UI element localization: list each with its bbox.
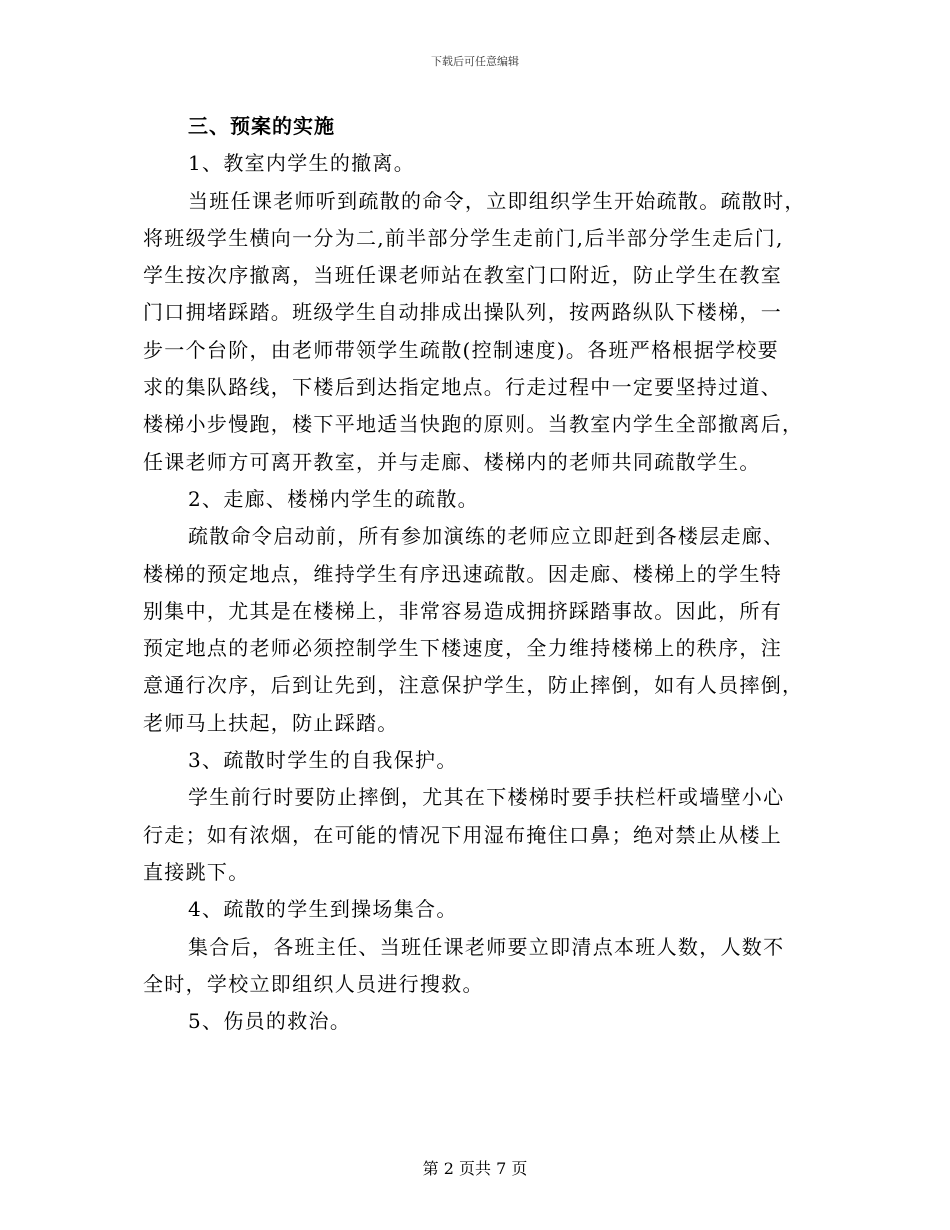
paragraph-line: 老师马上扶起，防止踩踏。 <box>143 710 399 735</box>
paragraph-line: 疏散命令启动前，所有参加演练的老师应立即赶到各楼层走廊、 <box>188 524 785 549</box>
page-header: 下载后可任意编辑 <box>431 55 519 68</box>
paragraph-line: 直接跳下。 <box>143 859 250 884</box>
paragraph-line: 别集中，尤其是在楼梯上，非常容易造成拥挤踩踏事故。因此，所有 <box>143 598 782 623</box>
paragraph-line: 任课老师方可离开教室，并与走廊、楼梯内的老师共同疏散学生。 <box>143 449 761 474</box>
paragraph-line: 学生按次序撤离，当班任课老师站在教室门口附近，防止学生在教室 <box>143 263 782 288</box>
subsection-1-title: 1、教室内学生的撤离。 <box>188 151 416 176</box>
paragraph-line: 楼梯的预定地点，维持学生有序迅速疏散。因走廊、楼梯上的学生特 <box>143 561 782 586</box>
document-body <box>143 108 813 1040</box>
subsection-4-title: 4、疏散的学生到操场集合。 <box>188 897 458 922</box>
paragraph-line: 行走；如有浓烟，在可能的情况下用湿布掩住口鼻；绝对禁止从楼上 <box>143 822 782 847</box>
paragraph-line: 集合后，各班主任、当班任课老师要立即清点本班人数，人数不 <box>188 934 785 959</box>
paragraph-line: 学生前行时要防止摔倒，尤其在下楼梯时要手扶栏杆或墙壁小心 <box>188 785 785 810</box>
paragraph-line: 门口拥堵踩踏。班级学生自动排成出操队列，按两路纵队下楼梯，一 <box>143 300 782 325</box>
paragraph-line: 步一个台阶，由老师带领学生疏散(控制速度)。各班严格根据学校要 <box>143 337 779 362</box>
paragraph-line: 楼梯小步慢跑，楼下平地适当快跑的原则。当教室内学生全部撤离后， <box>143 412 804 437</box>
subsection-3-title: 3、疏散时学生的自我保护。 <box>188 748 458 773</box>
paragraph-line: 当班任课老师听到疏散的命令，立即组织学生开始疏散。疏散时， <box>188 188 806 213</box>
subsection-5-title: 5、伤员的救治。 <box>188 1009 352 1034</box>
paragraph-line: 意通行次序，后到让先到，注意保护学生，防止摔倒，如有人员摔倒， <box>143 673 804 698</box>
paragraph-line: 求的集队路线，下楼后到达指定地点。行走过程中一定要坚持过道、 <box>143 375 782 400</box>
subsection-2-title: 2、走廊、楼梯内学生的疏散。 <box>188 486 479 511</box>
paragraph-line: 将班级学生横向一分为二,前半部分学生走前门,后半部分学生走后门, <box>143 225 784 250</box>
paragraph-line: 预定地点的老师必须控制学生下楼速度，全力维持楼梯上的秩序，注 <box>143 636 782 661</box>
paragraph-line: 全时，学校立即组织人员进行搜救。 <box>143 971 484 996</box>
section-title: 三、预案的实施 <box>188 114 335 138</box>
page-number: 第 2 页共 7 页 <box>422 1159 528 1178</box>
